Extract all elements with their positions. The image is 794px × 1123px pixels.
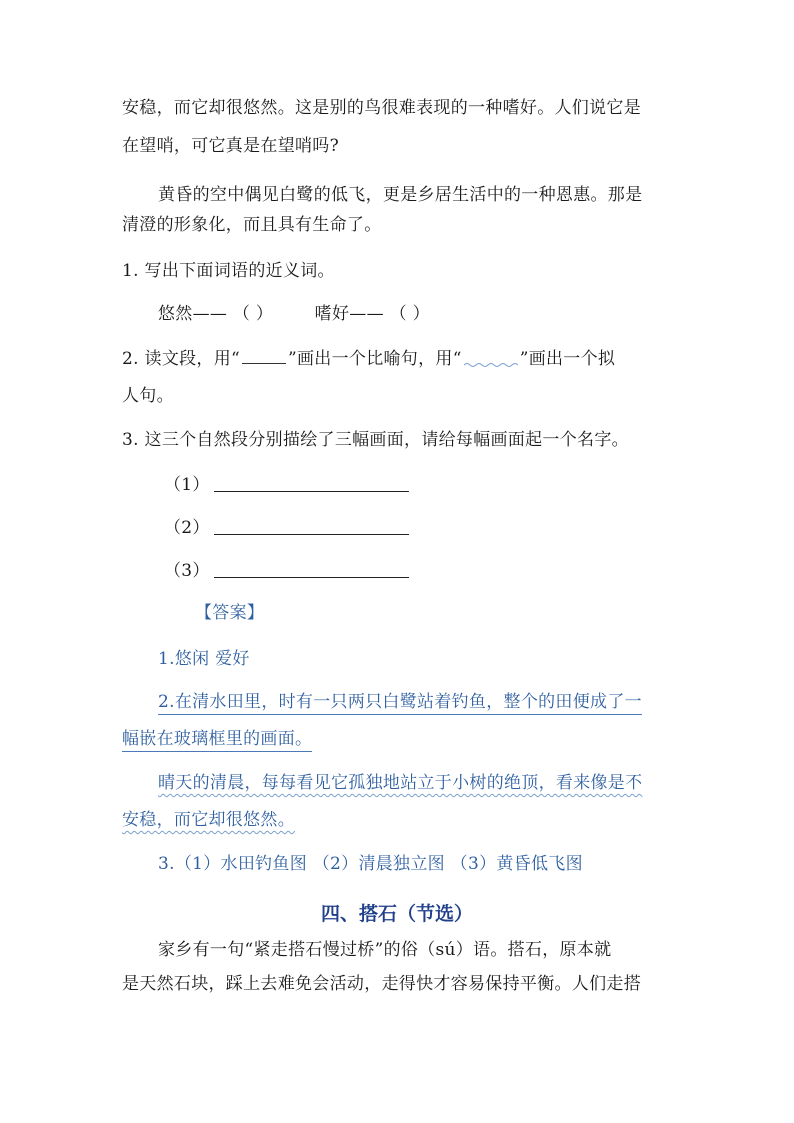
q3-answer-line[interactable]: [214, 534, 409, 535]
passage-line: 在望哨，可它真是在望哨吗?: [122, 136, 340, 156]
section-paragraph-line: 家乡有一句“紧走搭石慢过桥”的俗（sú）语。搭石，原本就: [158, 940, 612, 960]
wavy-underline-sample: [464, 348, 518, 364]
passage-line: 安稳，而它却很悠然。这是别的鸟很难表现的一种嗜好。人们说它是: [122, 98, 641, 118]
q3-item-label: （3）: [164, 561, 210, 581]
answer-paren: （ ）: [232, 304, 274, 324]
question-2: 2. 读文段，用“ ”画出一个比喻句，用“ ”画出一个拟: [122, 349, 616, 369]
word-shihao: 嗜好——: [314, 304, 384, 324]
section-paragraph-line: 是天然石块，踩上去难免会活动，走得快才容易保持平衡。人们走搭: [122, 974, 641, 994]
question-2-cont: 人句。: [122, 386, 174, 406]
straight-underline-sample: [242, 347, 286, 364]
question-3: 3. 这三个自然段分别描绘了三幅画面，请给每幅画面起一个名字。: [122, 430, 629, 450]
passage-line: 清澄的形象化，而且具有生命了。: [122, 215, 382, 235]
answer-2b-line: 晴天的清晨，每每看见它孤独地站立于小树的绝顶，看来像是不: [158, 773, 643, 793]
q3-answer-line[interactable]: [214, 491, 409, 492]
q3-answer-line[interactable]: [214, 577, 409, 578]
q3-item-label: （2）: [164, 518, 210, 538]
answer-2-line: 2.在清水田里，时有一只两只白鹭站着钓鱼，整个的田便成了一: [158, 690, 642, 714]
answer-1: 1.悠闲 爱好: [158, 649, 250, 669]
passage-line: 黄昏的空中偶见白鹭的低飞，更是乡居生活中的一种恩惠。那是: [158, 185, 643, 205]
answer-2-line: 幅嵌在玻璃框里的画面。: [122, 727, 312, 751]
answer-paren: （ ）: [389, 304, 430, 324]
word-youran: 悠然——: [158, 304, 228, 324]
section-heading: 四、搭石（节选）: [320, 903, 473, 925]
question-1: 1. 写出下面词语的近义词。: [122, 261, 335, 281]
q3-item-label: （1）: [164, 475, 210, 495]
answer-tag: 【答案】: [195, 603, 265, 623]
synonym-row: [158, 302, 430, 326]
answer-3: 3.（1）水田钓鱼图 （2）清晨独立图 （3）黄昏低飞图: [158, 854, 583, 874]
answer-2b-line: 安稳，而它却很悠然。: [122, 810, 295, 830]
